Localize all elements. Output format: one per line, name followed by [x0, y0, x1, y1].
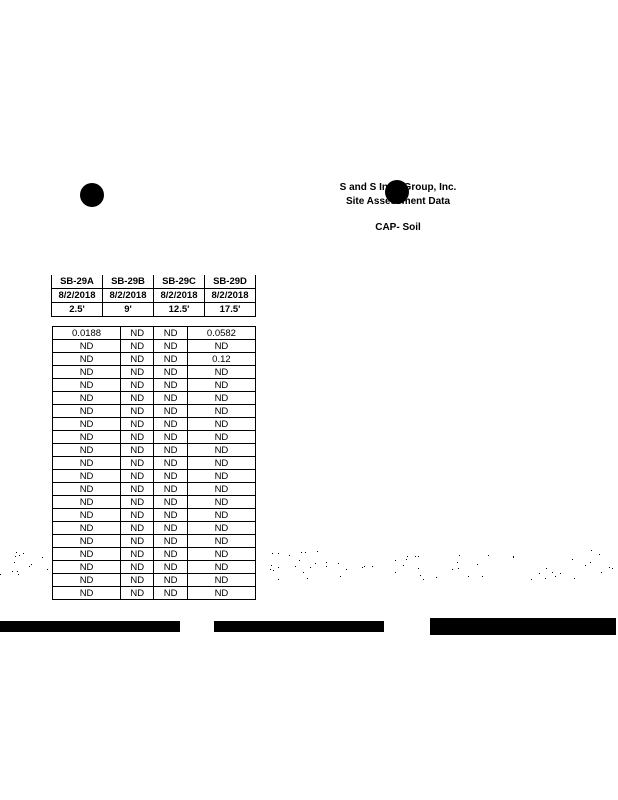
result-cell: ND	[121, 496, 154, 509]
sample-depth: 2.5'	[52, 303, 103, 317]
scan-noise	[0, 550, 618, 580]
result-cell: ND	[53, 366, 121, 379]
result-cell: ND	[53, 353, 121, 366]
result-cell: 0.0582	[187, 327, 255, 340]
scan-speck	[513, 557, 514, 558]
result-cell: ND	[187, 418, 255, 431]
scan-speck	[18, 574, 19, 575]
scan-speck	[278, 553, 279, 554]
result-cell: ND	[187, 392, 255, 405]
result-cell: ND	[187, 535, 255, 548]
result-cell: ND	[154, 548, 187, 561]
scan-speck	[468, 576, 469, 577]
result-cell: ND	[121, 574, 154, 587]
scan-speck	[273, 570, 274, 571]
result-cell: ND	[187, 457, 255, 470]
sample-depth-row	[52, 303, 256, 317]
result-cell: ND	[53, 431, 121, 444]
scan-speck	[364, 566, 365, 567]
sample-id: SB-29D	[205, 275, 256, 289]
scan-speck	[418, 568, 419, 569]
scan-speck	[42, 557, 43, 558]
table-row	[53, 418, 256, 431]
result-cell: ND	[53, 457, 121, 470]
sample-date: 8/2/2018	[205, 289, 256, 303]
sample-id: SB-29B	[103, 275, 154, 289]
punch-hole-left	[80, 183, 104, 207]
result-cell: ND	[187, 561, 255, 574]
result-cell: ND	[53, 496, 121, 509]
scan-speck	[315, 563, 316, 564]
redaction-bar	[214, 621, 384, 632]
result-cell: ND	[53, 340, 121, 353]
scan-speck	[403, 565, 404, 566]
scan-speck	[289, 555, 290, 556]
scan-speck	[423, 579, 424, 580]
table-row	[53, 587, 256, 600]
result-cell: ND	[53, 535, 121, 548]
scan-speck	[612, 568, 613, 569]
report-title-block	[298, 181, 498, 235]
sample-depth: 17.5'	[205, 303, 256, 317]
sample-date: 8/2/2018	[154, 289, 205, 303]
result-cell: ND	[121, 535, 154, 548]
table-row	[53, 457, 256, 470]
table-row	[53, 405, 256, 418]
sample-date: 8/2/2018	[103, 289, 154, 303]
table-row	[53, 483, 256, 496]
scan-speck	[555, 576, 556, 577]
result-cell: ND	[53, 548, 121, 561]
result-cell: ND	[154, 561, 187, 574]
result-cell: ND	[187, 340, 255, 353]
scan-speck	[539, 573, 540, 574]
scan-speck	[47, 569, 48, 570]
result-cell: ND	[187, 483, 255, 496]
result-cell: ND	[187, 444, 255, 457]
table-row	[53, 366, 256, 379]
result-cell: ND	[121, 587, 154, 600]
result-cell: ND	[187, 366, 255, 379]
scan-speck	[270, 569, 271, 570]
scan-speck	[599, 554, 600, 555]
sample-date-row	[52, 289, 256, 303]
scan-speck	[31, 564, 32, 565]
scan-speck	[415, 556, 416, 557]
result-cell: ND	[187, 509, 255, 522]
scan-speck	[513, 556, 514, 557]
report-subtitle: Site Assessment Data	[345, 196, 451, 207]
result-cell: ND	[187, 587, 255, 600]
scan-speck	[19, 555, 20, 556]
result-cell: ND	[53, 561, 121, 574]
result-cell: ND	[154, 470, 187, 483]
result-cell: ND	[154, 340, 187, 353]
sample-depth: 9'	[103, 303, 154, 317]
result-cell: ND	[154, 327, 187, 340]
scan-speck	[482, 576, 483, 577]
result-cell: ND	[121, 392, 154, 405]
result-cell: ND	[187, 405, 255, 418]
scan-speck	[585, 565, 586, 566]
result-cell: ND	[53, 418, 121, 431]
scan-speck	[546, 568, 547, 569]
result-cell: ND	[154, 379, 187, 392]
scan-speck	[362, 567, 363, 568]
table-row	[53, 509, 256, 522]
scan-speck	[459, 555, 460, 556]
result-cell: ND	[53, 405, 121, 418]
scan-speck	[372, 566, 373, 567]
scan-speck	[395, 572, 396, 573]
table-row	[53, 327, 256, 340]
result-cell: ND	[187, 431, 255, 444]
scan-speck	[278, 579, 279, 580]
result-cell: ND	[121, 548, 154, 561]
scan-speck	[560, 573, 561, 574]
scan-speck	[317, 551, 318, 552]
result-cell: ND	[53, 587, 121, 600]
sample-id-row	[52, 275, 256, 289]
scan-speck	[278, 567, 279, 568]
result-cell: ND	[154, 418, 187, 431]
scan-speck	[572, 559, 573, 560]
scan-speck	[305, 552, 306, 553]
result-cell: ND	[121, 509, 154, 522]
result-cell: ND	[154, 587, 187, 600]
result-cell: ND	[187, 470, 255, 483]
result-cell: ND	[154, 392, 187, 405]
sample-id: SB-29A	[52, 275, 103, 289]
result-cell: ND	[53, 470, 121, 483]
result-cell: ND	[121, 327, 154, 340]
result-cell: ND	[121, 470, 154, 483]
result-cell: ND	[53, 483, 121, 496]
table-row	[53, 353, 256, 366]
result-cell: ND	[121, 418, 154, 431]
scan-speck	[406, 559, 407, 560]
result-cell: 0.0188	[53, 327, 121, 340]
scan-speck	[14, 562, 15, 563]
sample-date: 8/2/2018	[52, 289, 103, 303]
scan-speck	[457, 562, 458, 563]
scan-speck	[326, 562, 327, 563]
table-row	[53, 431, 256, 444]
result-cell: ND	[154, 535, 187, 548]
scan-speck	[15, 556, 16, 557]
result-cell: ND	[154, 353, 187, 366]
scan-speck	[303, 572, 304, 573]
sample-id: SB-29C	[154, 275, 205, 289]
scan-speck	[418, 556, 419, 557]
table-row	[53, 392, 256, 405]
result-cell: ND	[187, 548, 255, 561]
scan-speck	[340, 576, 341, 577]
result-cell: ND	[121, 405, 154, 418]
result-cell: ND	[154, 405, 187, 418]
company-name: S and S Infra Group, Inc.	[339, 182, 457, 193]
scan-speck	[17, 571, 18, 572]
table-row	[53, 444, 256, 457]
scan-speck	[609, 567, 610, 568]
result-cell: ND	[154, 483, 187, 496]
result-cell: 0.12	[187, 353, 255, 366]
result-cell: ND	[121, 340, 154, 353]
result-cell: ND	[154, 431, 187, 444]
result-cell: ND	[121, 379, 154, 392]
scan-speck	[552, 572, 553, 573]
scan-speck	[436, 577, 437, 578]
result-cell: ND	[53, 444, 121, 457]
scan-speck	[295, 566, 296, 567]
scan-speck	[272, 553, 273, 554]
scan-speck	[591, 550, 592, 551]
scan-speck	[29, 566, 30, 567]
scan-speck	[477, 564, 478, 565]
scan-speck	[452, 569, 453, 570]
scan-speck	[326, 566, 327, 567]
table-row	[53, 470, 256, 483]
scan-speck	[310, 567, 311, 568]
scan-speck	[574, 578, 575, 579]
sample-header-table	[51, 275, 256, 317]
result-cell: ND	[121, 431, 154, 444]
result-cell: ND	[187, 379, 255, 392]
result-cell: ND	[154, 522, 187, 535]
result-cell: ND	[121, 457, 154, 470]
scan-speck	[346, 569, 347, 570]
scan-speck	[271, 565, 272, 566]
result-cell: ND	[53, 392, 121, 405]
result-cell: ND	[154, 457, 187, 470]
scan-speck	[545, 578, 546, 579]
result-cell: ND	[121, 353, 154, 366]
result-cell: ND	[121, 483, 154, 496]
table-row	[53, 522, 256, 535]
section-title: CAP- Soil	[375, 222, 421, 233]
scan-speck	[601, 572, 602, 573]
result-cell: ND	[154, 574, 187, 587]
table-row	[53, 535, 256, 548]
redaction-bar	[430, 618, 616, 635]
table-row	[53, 379, 256, 392]
result-cell: ND	[154, 444, 187, 457]
result-cell: ND	[154, 496, 187, 509]
scan-speck	[0, 574, 1, 575]
scan-speck	[307, 578, 308, 579]
result-cell: ND	[53, 509, 121, 522]
result-cell: ND	[121, 522, 154, 535]
scan-speck	[488, 555, 489, 556]
result-cell: ND	[187, 522, 255, 535]
result-cell: ND	[121, 561, 154, 574]
scan-speck	[23, 553, 24, 554]
table-row	[53, 496, 256, 509]
result-cell: ND	[187, 574, 255, 587]
scan-speck	[301, 552, 302, 553]
scan-speck	[420, 575, 421, 576]
result-cell: ND	[154, 509, 187, 522]
result-cell: ND	[53, 522, 121, 535]
scan-speck	[531, 579, 532, 580]
scan-speck	[299, 560, 300, 561]
scan-speck	[12, 571, 13, 572]
result-cell: ND	[187, 496, 255, 509]
result-cell: ND	[53, 574, 121, 587]
scan-speck	[590, 562, 591, 563]
result-cell: ND	[53, 379, 121, 392]
redaction-bar	[0, 621, 180, 632]
result-cell: ND	[121, 444, 154, 457]
scan-speck	[395, 560, 396, 561]
scan-speck	[458, 568, 459, 569]
sample-depth: 12.5'	[154, 303, 205, 317]
result-cell: ND	[154, 366, 187, 379]
scan-speck	[407, 556, 408, 557]
scan-speck	[16, 552, 17, 553]
scan-speck	[338, 563, 339, 564]
result-cell: ND	[121, 366, 154, 379]
table-row	[53, 340, 256, 353]
